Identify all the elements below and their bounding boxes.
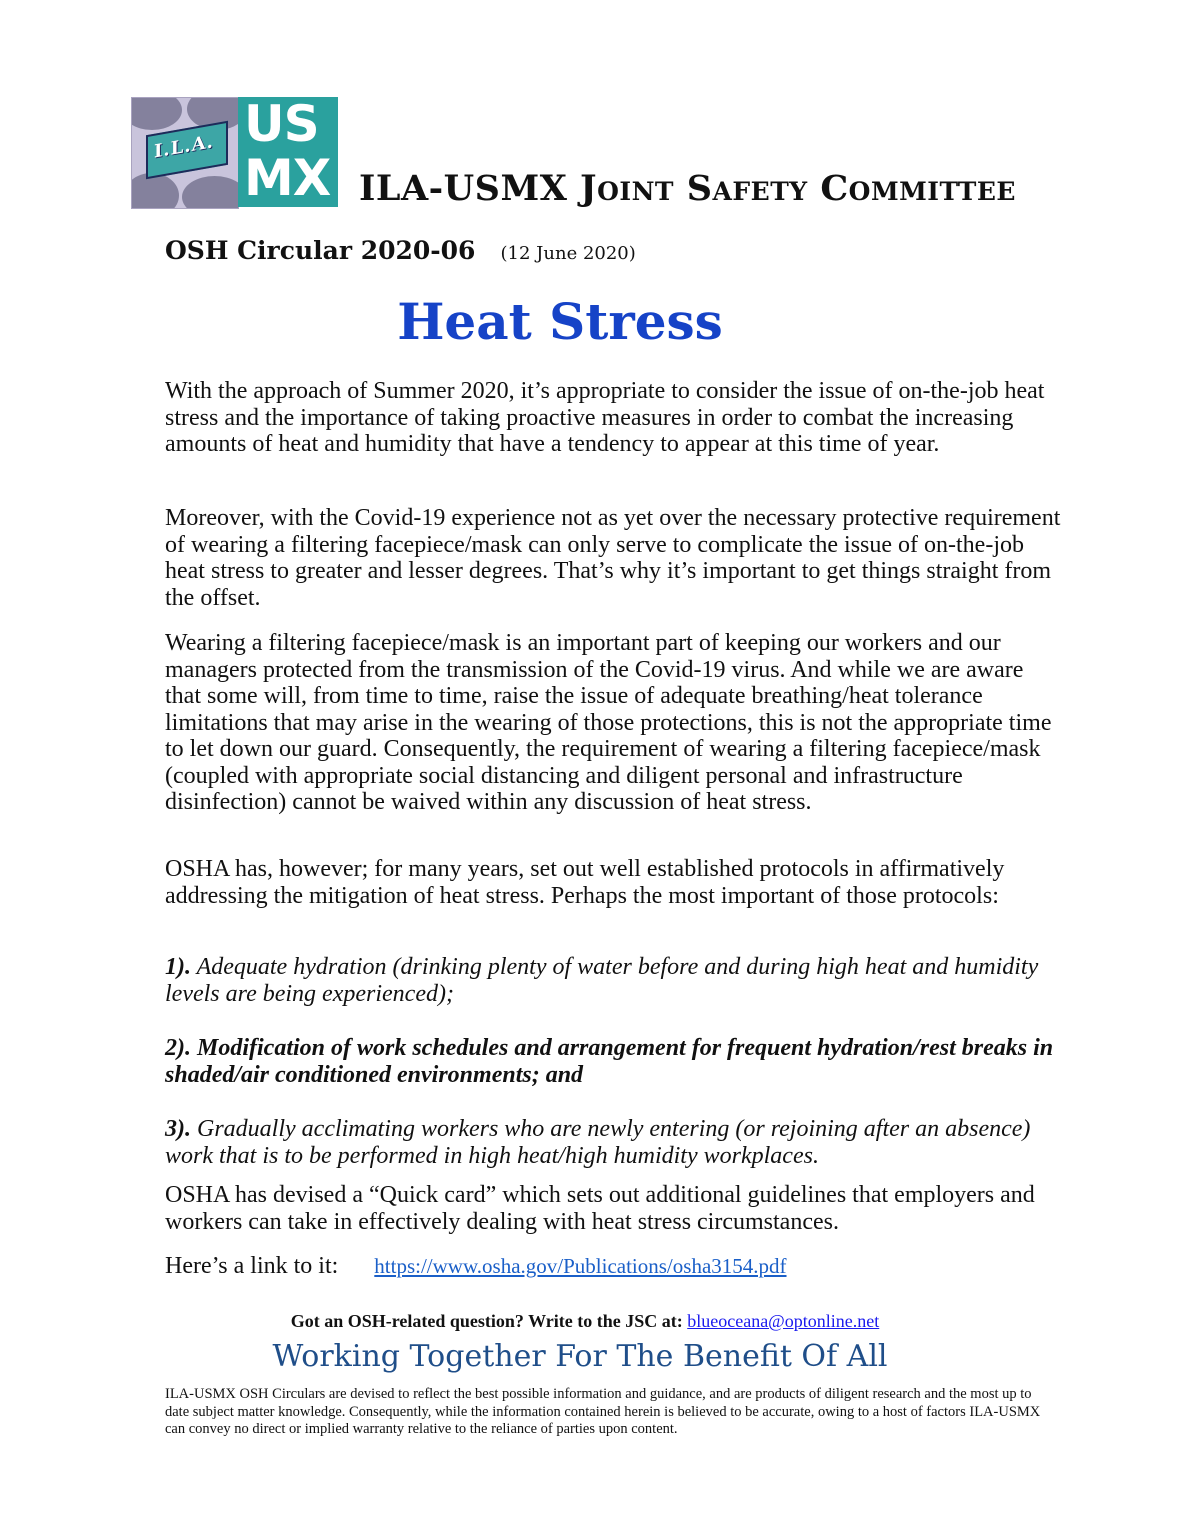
- protocol-item-1: [165, 954, 1065, 1007]
- protocol-number: 2).: [165, 1035, 191, 1061]
- protocol-number: 3).: [165, 1116, 191, 1142]
- contact-label: Got an OSH-related question? Write to the JSC at:: [290, 1311, 683, 1331]
- usmx-logo-bottom: MX: [244, 149, 331, 207]
- paragraph-mask: Wearing a filtering facepiece/mask is an important part of keeping our workers and our managers protected from the transmission of the Covid-19 virus. And while we are aware that some will, from time to time, raise the issue of adequate breathing/heat tolerance limitations that may arise in the wearing of those protections, this is not the appropriate time to let down our guard. Consequently, the requirement of wearing a filtering facepiece/mask (coupled with appropriate social distancing and diligent personal and infrastructure disinfection) cannot be waived within any discussion of heat stress.: [165, 630, 1052, 815]
- committee-title: ILA-USMX Joint Safety Committee: [359, 168, 1016, 209]
- usmx-logo: [238, 97, 338, 207]
- paragraph-covid: Moreover, with the Covid-19 experience not as yet over the necessary protective requirement of wearing a filtering facepiece/mask can only serve to complicate the issue of on-the-job heat stress to greater and lesser degrees. That’s why it’s important to get things straight from the offset.: [165, 505, 1061, 611]
- paragraph-quick-card: OSHA has devised a “Quick card” which sets out additional guidelines that employers and workers can take in effectively dealing with heat stress circumstances.: [165, 1182, 1035, 1235]
- link-label: Here’s a link to it:: [165, 1253, 339, 1279]
- paragraph-osha-protocols: OSHA has, however; for many years, set out well established protocols in affirmatively addressing the mitigation of heat stress. Perhaps the most important of those protocols:: [165, 856, 1005, 909]
- osha-quick-card-link[interactable]: https://www.osha.gov/Publications/osha3154.pdf: [374, 1254, 787, 1278]
- ila-logo-text: I.L.A.: [154, 131, 214, 163]
- paragraph-intro: With the approach of Summer 2020, it’s appropriate to consider the issue of on-the-job heat stress and the importance of taking proactive measures in order to combat the increasing amounts of heat and humidity that have a tendency to appear at this time of year.: [165, 378, 1045, 457]
- disclaimer: ILA-USMX OSH Circulars are devised to reflect the best possible information and guidance, and are products of diligent research and the most up to date subject matter knowledge. Consequently, while the information contained herein is believed to be accurate, owing to a host of factors ILA-USMX can convey no direct or implied warranty relative to the reliance of parties upon content.: [165, 1386, 1041, 1437]
- link-line: [165, 1253, 787, 1280]
- protocol-text: Modification of work schedules and arrangement for frequent hydration/rest breaks in shaded/air conditioned environments; and: [165, 1035, 1054, 1088]
- contact-line: [0, 1311, 1170, 1332]
- usmx-logo-top: US: [244, 95, 319, 153]
- protocol-item-2: [165, 1035, 1065, 1088]
- ila-logo: [131, 97, 239, 209]
- circular-line: [165, 236, 636, 265]
- contact-email-link[interactable]: blueoceana@optonline.net: [687, 1311, 880, 1331]
- page-title: Heat Stress: [397, 292, 723, 351]
- protocol-number: 1).: [165, 954, 191, 980]
- protocol-item-3: [165, 1116, 1065, 1169]
- protocol-text: Adequate hydration (drinking plenty of water before and during high heat and humidity levels are being experienced);: [165, 954, 1039, 1007]
- circular-id: OSH Circular 2020-06: [165, 236, 476, 265]
- tagline: Working Together For The Benefit Of All: [272, 1339, 888, 1374]
- protocol-text: Gradually acclimating workers who are newly entering (or rejoining after an absence) work that is to be performed in high heat/high humidity workplaces.: [165, 1116, 1031, 1169]
- circular-date: (12 June 2020): [500, 243, 636, 264]
